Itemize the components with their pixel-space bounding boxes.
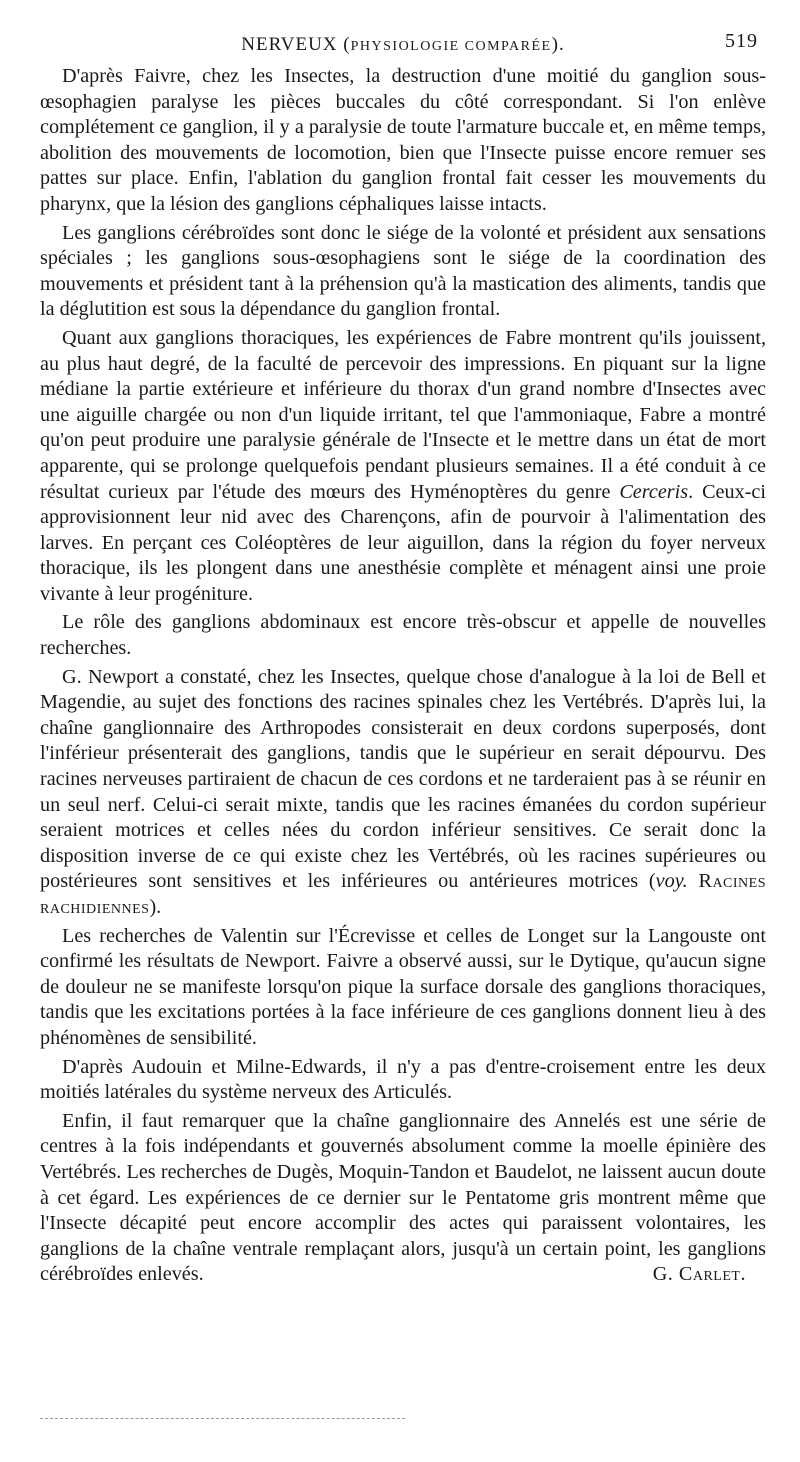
running-title-end: ). — [551, 34, 565, 55]
paragraph-ganglions-cerebroides: Les ganglions cérébroïdes sont donc le siége de la volonté et président aux sensations spéciales ; les ganglions sous-œsophagiens sont le siége de la coordination des mouvements et président tant à la préhension qu'à la mastication des aliments, tandis que la déglutition est sous la dépendance du ganglion frontal. — [40, 221, 766, 321]
paragraph-text: Enfin, il faut remarquer que la chaîne ganglionnaire des Annelés est une série de centres à la fois indépendants et gouvernés absolument comme la moelle épinière des Vertébrés. Les recherches de Dugès, Moquin-Tandon et Baudelot, ne laissent aucun doute à cet égard. Les expériences de ce dernier sur le Pentatome gris montrent même que l'Insecte décapité peut encore accomplir des actes qui paraissent volontaires, les ganglions de la chaîne ventrale remplaçant alors, jusqu'à un certain point, les ganglions cérébroïdes enlevés. — [40, 1109, 766, 1286]
paragraph-audouin-milne-edwards: D'après Audouin et Milne-Edwards, il n'y a pas d'entre-croisement entre les deux moitiés latérales du système nerveux des Articulés. — [40, 1055, 766, 1104]
running-header — [40, 30, 766, 64]
genus-name: Cerceris — [619, 480, 689, 503]
running-title-main: NERVEUX ( — [241, 34, 351, 55]
page-number: 519 — [725, 30, 758, 52]
running-title — [40, 34, 766, 56]
paragraph-text: Quant aux ganglions thoraciques, les expériences de Fabre montrent qu'ils jouissent, au plus haut degré, de la faculté de percevoir des impressions. En piquant sur la ligne médiane la partie extérieure et inférieure du thorax d'un grand nombre d'Insectes avec une aiguille chargée ou non d'un liquide irritant, tel que l'ammoniaque, Fabre a montré qu'on peut produire une paralysie générale de l'Insecte et le mettre dans un état de mort apparente, qui se prolonge quelquefois pendant plusieurs semaines. Il a été conduit à ce résultat curieux par l'étude des mœurs des Hyménoptères du genre — [40, 326, 766, 503]
paragraph-valentin-longet: Les recherches de Valentin sur l'Écrevisse et celles de Longet sur la Langouste ont confirmé les résultats de Newport. Faivre a observé aussi, sur le Dytique, qu'aucun signe de douleur ne se manifeste lorsqu'on pique la surface dorsale des ganglions thoraciques, tandis que les excitations portées à la face inférieure de ces ganglions donnent lieu à des phénomènes de sensibilité. — [40, 924, 766, 1049]
paragraph-ganglions-thoraciques — [40, 326, 766, 608]
paragraph-newport — [40, 665, 766, 921]
paragraph-text: . Ceux-ci approvisionnent leur nid avec des Charençons, afin de pourvoir à l'alimentation des larves. En perçant ces Coléoptères de leur aiguillon, dans la région du foyer nerveux thoracique, ils les plongent dans une anesthésie complète et ménagent ainsi une proie vivante à leur progéniture. — [40, 480, 766, 605]
running-title-subtitle: PHYSIOLOGIE COMPARÉE — [350, 39, 552, 54]
footer-divider — [40, 1418, 405, 1419]
voy-abbreviation: voy. — [655, 870, 688, 893]
paragraph-text: G. Newport a constaté, chez les Insectes, quelque chose d'analogue à la loi de Bell et Magendie, au sujet des fonctions des racines spinales chez les Vertébrés. D'après lui, la chaîne ganglionnaire des Arthropodes consisterait en deux cordons superposés, dont l'inférieur présenterait des ganglions, tandis que le supérieur en serait dépourvu. Des racines nerveuses partiraient de chacun de ces cordons et ne tarderaient pas à se réunir en un seul nerf. Celui-ci serait mixte, tandis que les racines émanées du cordon supérieur seraient motrices et celles nées du cordon inférieur sensitives. Ce serait donc la disposition inverse de ce qui existe chez les Vertébrés, où les racines supérieures ou postérieures sont sensitives et les inférieures ou antérieures motrices ( — [40, 665, 766, 893]
paragraph-faivre-insectes: D'après Faivre, chez les Insectes, la destruction d'une moitié du ganglion sous-œsophagien paralyse les pièces buccales du côté correspondant. Si l'on enlève complétement ce ganglion, il y a paralysie de toute l'armature buccale et, en même temps, abolition des mouvements de locomotion, bien que l'Insecte puisse encore remuer ses pattes sur place. Enfin, l'ablation du ganglion frontal fait cesser les mouvements du pharynx, que la lésion des ganglions céphaliques laisse intacts. — [40, 65, 766, 215]
paragraph-ganglions-abdominaux: Le rôle des ganglions abdominaux est encore très-obscur et appelle de nouvelles recherches. — [40, 611, 766, 660]
paragraph-text: ). — [149, 896, 162, 918]
paragraph-annelés — [40, 1109, 766, 1288]
article-body — [40, 64, 766, 1288]
author-signature: G. Carlet. — [652, 1263, 746, 1286]
cross-reference: Racines rachidiennes — [40, 870, 767, 918]
